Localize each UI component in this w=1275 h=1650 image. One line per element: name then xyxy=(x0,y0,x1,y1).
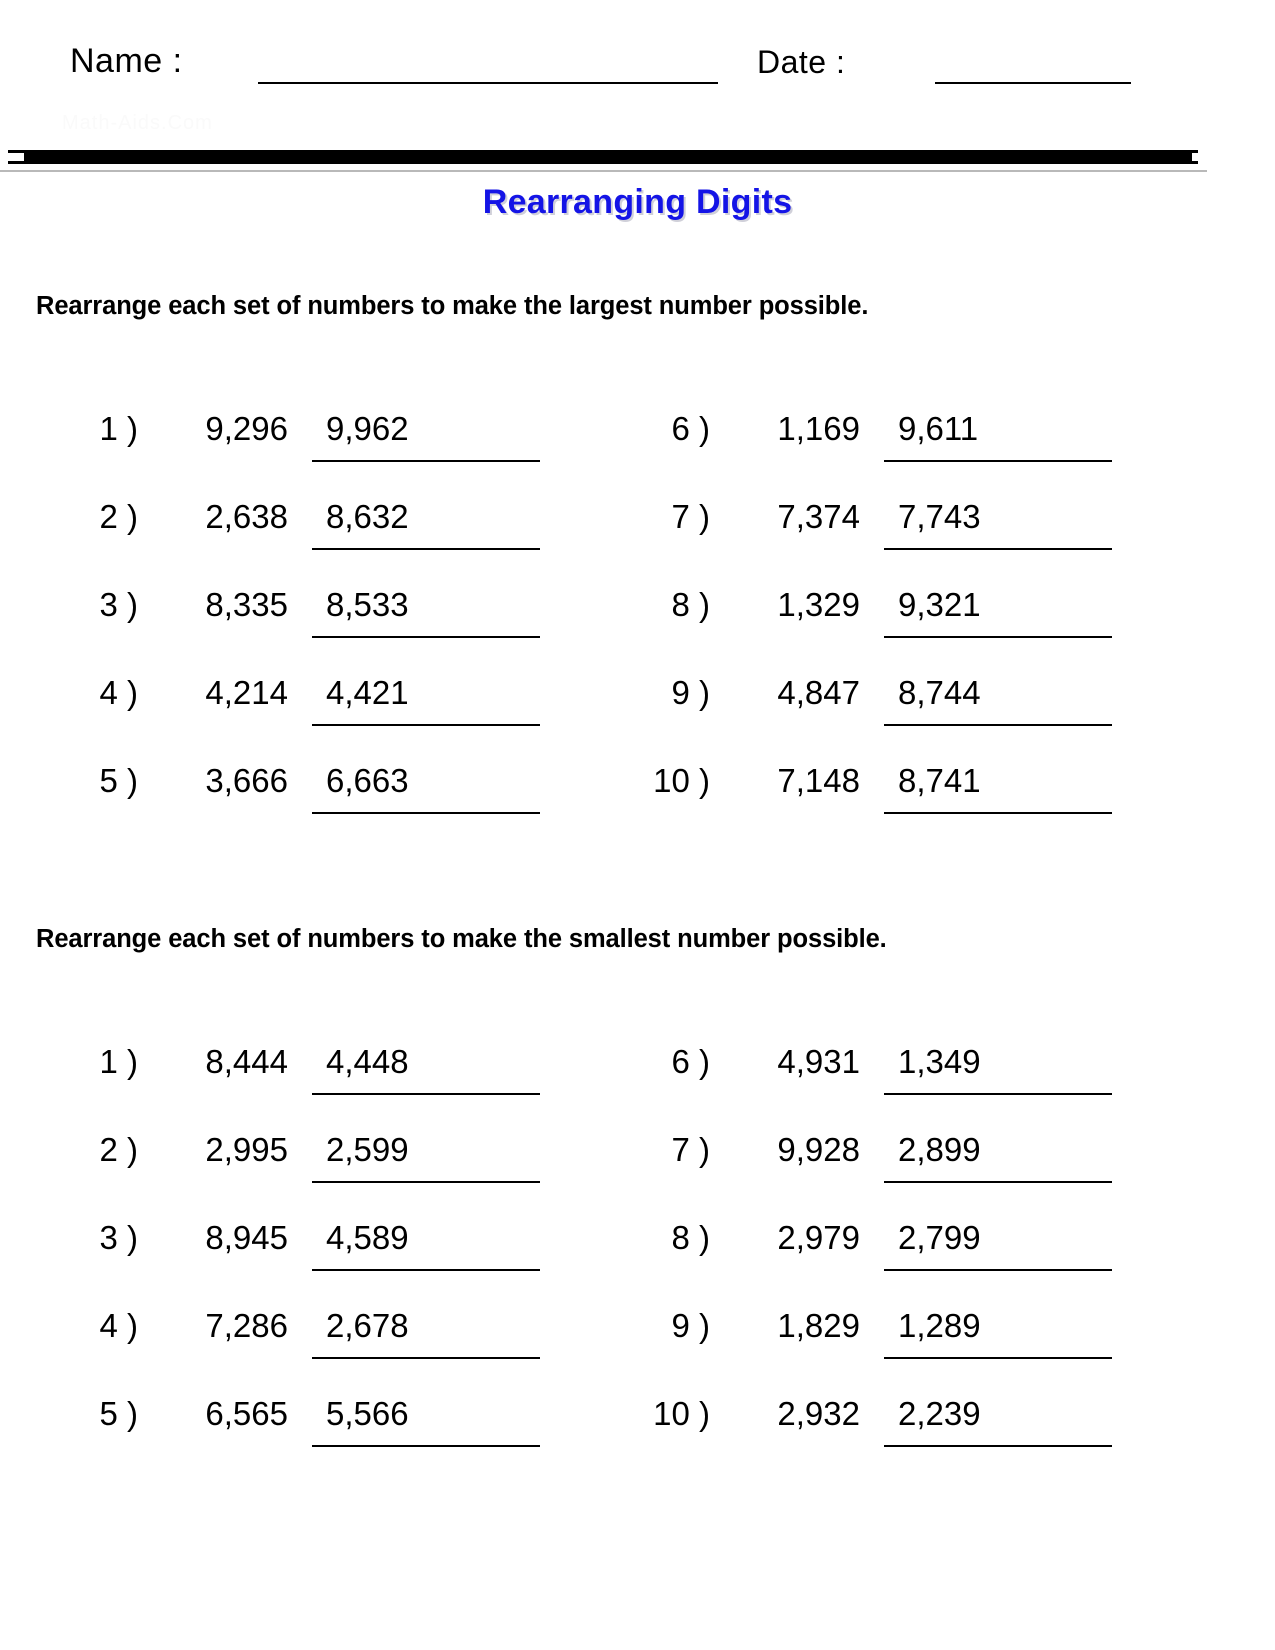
problem-number: 2,995 xyxy=(205,1131,288,1168)
section-instruction: Rearrange each set of numbers to make the smallest number possible. xyxy=(36,925,887,953)
date-input-rule[interactable] xyxy=(935,82,1131,84)
problem-number: 9,928 xyxy=(777,1131,860,1168)
answer-value: 2,599 xyxy=(326,1131,409,1168)
problem-item xyxy=(40,1299,580,1387)
answer-value: 9,611 xyxy=(898,410,979,447)
problem-number: 7,374 xyxy=(777,498,860,535)
answer-blank[interactable] xyxy=(312,498,540,550)
problem-index: 10 ) xyxy=(653,762,710,799)
date-label: Date : xyxy=(757,44,846,80)
problem-index: 2 ) xyxy=(99,498,138,535)
problem-index: 5 ) xyxy=(99,1395,138,1432)
problem-number: 9,296 xyxy=(205,410,288,447)
problem-row xyxy=(0,1387,1275,1475)
problem-index: 7 ) xyxy=(671,1131,710,1168)
worksheet-header xyxy=(0,42,1275,112)
answer-blank[interactable] xyxy=(884,1395,1112,1447)
problem-number: 6,565 xyxy=(205,1395,288,1432)
problem-item xyxy=(40,666,580,754)
answer-value: 2,799 xyxy=(898,1219,981,1256)
problem-item xyxy=(40,578,580,666)
problem-item xyxy=(612,578,1152,666)
problem-index: 9 ) xyxy=(671,1307,710,1344)
problem-row xyxy=(0,578,1275,666)
problem-item xyxy=(612,402,1152,490)
problem-item xyxy=(40,1387,580,1475)
problem-item xyxy=(40,490,580,578)
problem-number: 1,329 xyxy=(777,586,860,623)
problem-number: 7,148 xyxy=(777,762,860,799)
problem-item xyxy=(612,1035,1152,1123)
problem-index: 3 ) xyxy=(99,1219,138,1256)
answer-blank[interactable] xyxy=(312,762,540,814)
answer-value: 5,566 xyxy=(326,1395,409,1432)
answer-value: 6,663 xyxy=(326,762,409,799)
problem-item xyxy=(612,1123,1152,1211)
answer-blank[interactable] xyxy=(884,586,1112,638)
problem-grid xyxy=(0,1035,1275,1475)
name-input-rule[interactable] xyxy=(258,82,718,84)
problem-index: 8 ) xyxy=(671,1219,710,1256)
problem-item xyxy=(40,1123,580,1211)
header-divider xyxy=(8,150,1198,164)
problem-index: 4 ) xyxy=(99,674,138,711)
answer-blank[interactable] xyxy=(884,1043,1112,1095)
problem-index: 2 ) xyxy=(99,1131,138,1168)
problem-row xyxy=(0,402,1275,490)
answer-value: 2,899 xyxy=(898,1131,981,1168)
problem-row xyxy=(0,1211,1275,1299)
problem-number: 4,214 xyxy=(205,674,288,711)
problem-index: 4 ) xyxy=(99,1307,138,1344)
answer-blank[interactable] xyxy=(312,1395,540,1447)
answer-blank[interactable] xyxy=(884,410,1112,462)
problem-number: 2,638 xyxy=(205,498,288,535)
problem-index: 6 ) xyxy=(671,410,710,447)
problem-item xyxy=(612,1211,1152,1299)
problem-item xyxy=(40,1211,580,1299)
problem-index: 1 ) xyxy=(99,410,138,447)
answer-value: 9,321 xyxy=(898,586,981,623)
watermark-text: Math-Aids.Com xyxy=(62,112,213,134)
problem-number: 8,444 xyxy=(205,1043,288,1080)
answer-blank[interactable] xyxy=(884,1131,1112,1183)
problem-item xyxy=(40,754,580,842)
answer-blank[interactable] xyxy=(312,1219,540,1271)
answer-blank[interactable] xyxy=(312,1043,540,1095)
answer-value: 1,289 xyxy=(898,1307,981,1344)
answer-blank[interactable] xyxy=(884,1307,1112,1359)
problem-number: 1,169 xyxy=(777,410,860,447)
problem-number: 8,335 xyxy=(205,586,288,623)
divider-thin-rule xyxy=(0,170,1207,172)
problem-row xyxy=(0,1035,1275,1123)
answer-blank[interactable] xyxy=(312,1307,540,1359)
problem-index: 7 ) xyxy=(671,498,710,535)
answer-value: 2,239 xyxy=(898,1395,981,1432)
problem-number: 4,847 xyxy=(777,674,860,711)
answer-value: 8,533 xyxy=(326,586,409,623)
problem-row xyxy=(0,490,1275,578)
answer-blank[interactable] xyxy=(312,674,540,726)
problem-item xyxy=(40,402,580,490)
problem-number: 2,932 xyxy=(777,1395,860,1432)
problem-index: 5 ) xyxy=(99,762,138,799)
answer-blank[interactable] xyxy=(312,1131,540,1183)
problem-index: 10 ) xyxy=(653,1395,710,1432)
problem-index: 3 ) xyxy=(99,586,138,623)
answer-value: 8,741 xyxy=(898,762,981,799)
answer-value: 8,744 xyxy=(898,674,981,711)
problem-number: 3,666 xyxy=(205,762,288,799)
answer-value: 4,448 xyxy=(326,1043,409,1080)
answer-blank[interactable] xyxy=(884,674,1112,726)
problem-item xyxy=(612,490,1152,578)
problem-row xyxy=(0,1299,1275,1387)
problem-index: 1 ) xyxy=(99,1043,138,1080)
problem-item xyxy=(612,754,1152,842)
answer-blank[interactable] xyxy=(312,586,540,638)
answer-value: 2,678 xyxy=(326,1307,409,1344)
problem-grid xyxy=(0,402,1275,842)
answer-value: 4,421 xyxy=(326,674,409,711)
problem-row xyxy=(0,1123,1275,1211)
answer-blank[interactable] xyxy=(312,410,540,462)
problem-item xyxy=(612,1387,1152,1475)
problem-row xyxy=(0,666,1275,754)
answer-blank[interactable] xyxy=(884,1219,1112,1271)
problem-index: 9 ) xyxy=(671,674,710,711)
answer-value: 1,349 xyxy=(898,1043,981,1080)
problem-item xyxy=(612,1299,1152,1387)
problem-number: 8,945 xyxy=(205,1219,288,1256)
problem-item xyxy=(40,1035,580,1123)
answer-value: 9,962 xyxy=(326,410,409,447)
problem-number: 1,829 xyxy=(777,1307,860,1344)
answer-value: 7,743 xyxy=(898,498,981,535)
section-instruction: Rearrange each set of numbers to make the largest number possible. xyxy=(36,292,869,320)
problem-index: 8 ) xyxy=(671,586,710,623)
answer-value: 8,632 xyxy=(326,498,409,535)
divider-bar-inner xyxy=(24,153,1192,161)
answer-value: 4,589 xyxy=(326,1219,409,1256)
answer-blank[interactable] xyxy=(884,498,1112,550)
page-title: Rearranging Digits xyxy=(482,183,793,221)
problem-number: 7,286 xyxy=(205,1307,288,1344)
problem-number: 2,979 xyxy=(777,1219,860,1256)
problem-item xyxy=(612,666,1152,754)
problem-number: 4,931 xyxy=(777,1043,860,1080)
name-label: Name : xyxy=(70,42,183,80)
problem-index: 6 ) xyxy=(671,1043,710,1080)
answer-blank[interactable] xyxy=(884,762,1112,814)
problem-row xyxy=(0,754,1275,842)
